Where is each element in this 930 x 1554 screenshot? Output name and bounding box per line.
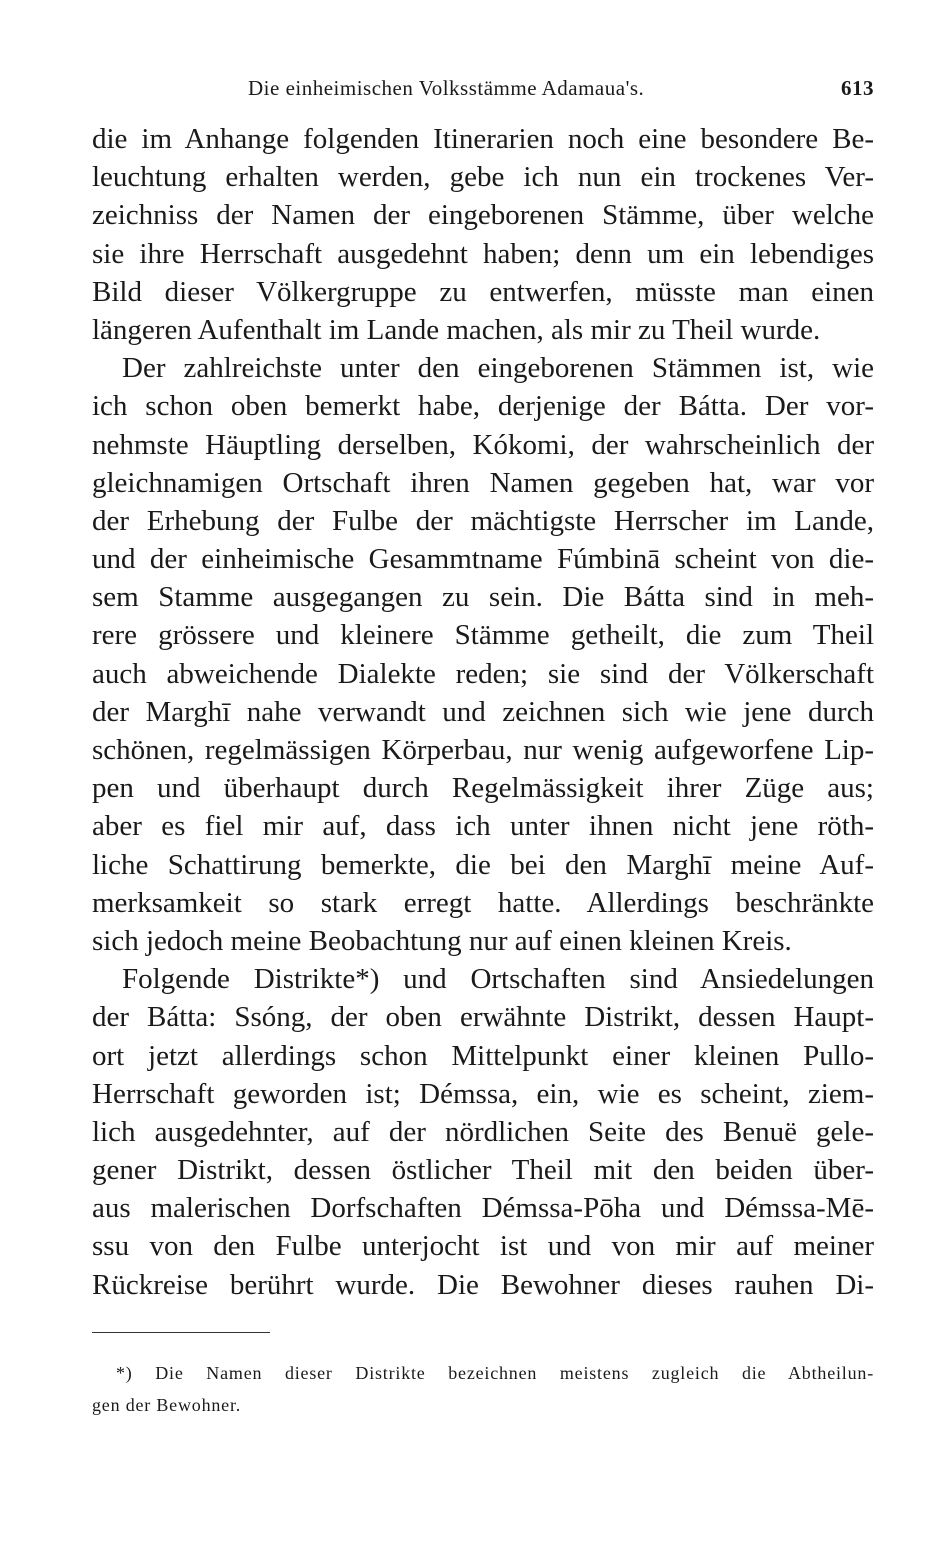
text-line: Herrschaft geworden ist; Démssa, ein, wie es scheint, ziem- — [92, 1077, 874, 1110]
text-line: sich jedoch meine Beobachtung nur auf einen kleinen Kreis. — [92, 924, 792, 957]
text-line: auch abweichende Dialekte reden; sie sind der Völkerschaft — [92, 657, 874, 690]
running-head — [92, 76, 874, 106]
running-title: Die einheimischen Volksstämme Adamaua's. — [248, 76, 645, 100]
text-line: Folgende Distrikte*) und Ortschaften sind Ansiedelungen — [122, 963, 874, 996]
page-number: 613 — [841, 76, 874, 100]
text-line: und der einheimische Gesammtname Fúmbinā scheint von die- — [92, 543, 874, 576]
text-line: liche Schattirung bemerkte, die bei den Marghī meine Auf- — [92, 848, 874, 881]
text-line: sem Stamme ausgegangen zu sein. Die Bátta sind in meh- — [92, 581, 874, 614]
text-line: leuchtung erhalten werden, gebe ich nun ein trockenes Ver- — [92, 161, 874, 194]
text-line: pen und überhaupt durch Regelmässigkeit ihrer Züge aus; — [92, 772, 874, 805]
text-line: schönen, regelmässigen Körperbau, nur wenig aufgeworfene Lip- — [92, 734, 874, 766]
text-line: ssu von den Fulbe unterjocht ist und von mir auf meiner — [92, 1230, 874, 1263]
text-line: merksamkeit so stark erregt hatte. Allerdings beschränkte — [92, 886, 874, 919]
text-line: gener Distrikt, dessen östlicher Theil mit den beiden über- — [92, 1154, 874, 1187]
text-line: ort jetzt allerdings schon Mittelpunkt einer kleinen Pullo- — [92, 1039, 874, 1072]
footnote-divider — [92, 1332, 270, 1333]
text-line: ich schon oben bemerkt habe, derjenige der Bátta. Der vor- — [92, 390, 874, 423]
text-line: aus malerischen Dorfschaften Démssa-Pōha und Démssa-Mē- — [92, 1192, 874, 1225]
footnote-line: *) Die Namen dieser Distrikte bezeichnen meistens zugleich die Abtheilun- — [116, 1363, 874, 1383]
text-line: Bild dieser Völkergruppe zu entwerfen, müsste man einen — [92, 275, 874, 308]
text-line: längeren Aufenthalt im Lande machen, als mir zu Theil wurde. — [92, 313, 821, 346]
footnote-line: gen der Bewohner. — [92, 1395, 242, 1415]
text-line: Der zahlreichste unter den eingeborenen Stämmen ist, wie — [122, 352, 874, 385]
text-line: nehmste Häuptling derselben, Kókomi, der wahrscheinlich der — [92, 428, 874, 461]
text-line: gleichnamigen Ortschaft ihren Namen gegeben hat, war vor — [92, 466, 874, 499]
footnote — [92, 1357, 874, 1421]
text-line: sie ihre Herrschaft ausgedehnt haben; denn um ein lebendiges — [92, 237, 874, 270]
text-line: zeichniss der Namen der eingeborenen Stämme, über welche — [92, 199, 874, 232]
text-line: rere grössere und kleinere Stämme getheilt, die zum Theil — [92, 619, 874, 652]
text-line: lich ausgedehnter, auf der nördlichen Seite des Benuë gele- — [92, 1115, 874, 1148]
text-line: der Erhebung der Fulbe der mächtigste Herrscher im Lande, — [92, 504, 874, 537]
text-line: Rückreise berührt wurde. Die Bewohner dieses rauhen Di- — [92, 1268, 874, 1301]
body-text — [92, 120, 874, 1304]
text-line: aber es fiel mir auf, dass ich unter ihnen nicht jene röth- — [92, 810, 874, 843]
text-line: der Marghī nahe verwandt und zeichnen sich wie jene durch — [92, 695, 874, 728]
text-line: der Bátta: Ssóng, der oben erwähnte Distrikt, dessen Haupt- — [92, 1001, 874, 1034]
text-line: die im Anhange folgenden Itinerarien noch eine besondere Be- — [92, 123, 874, 155]
